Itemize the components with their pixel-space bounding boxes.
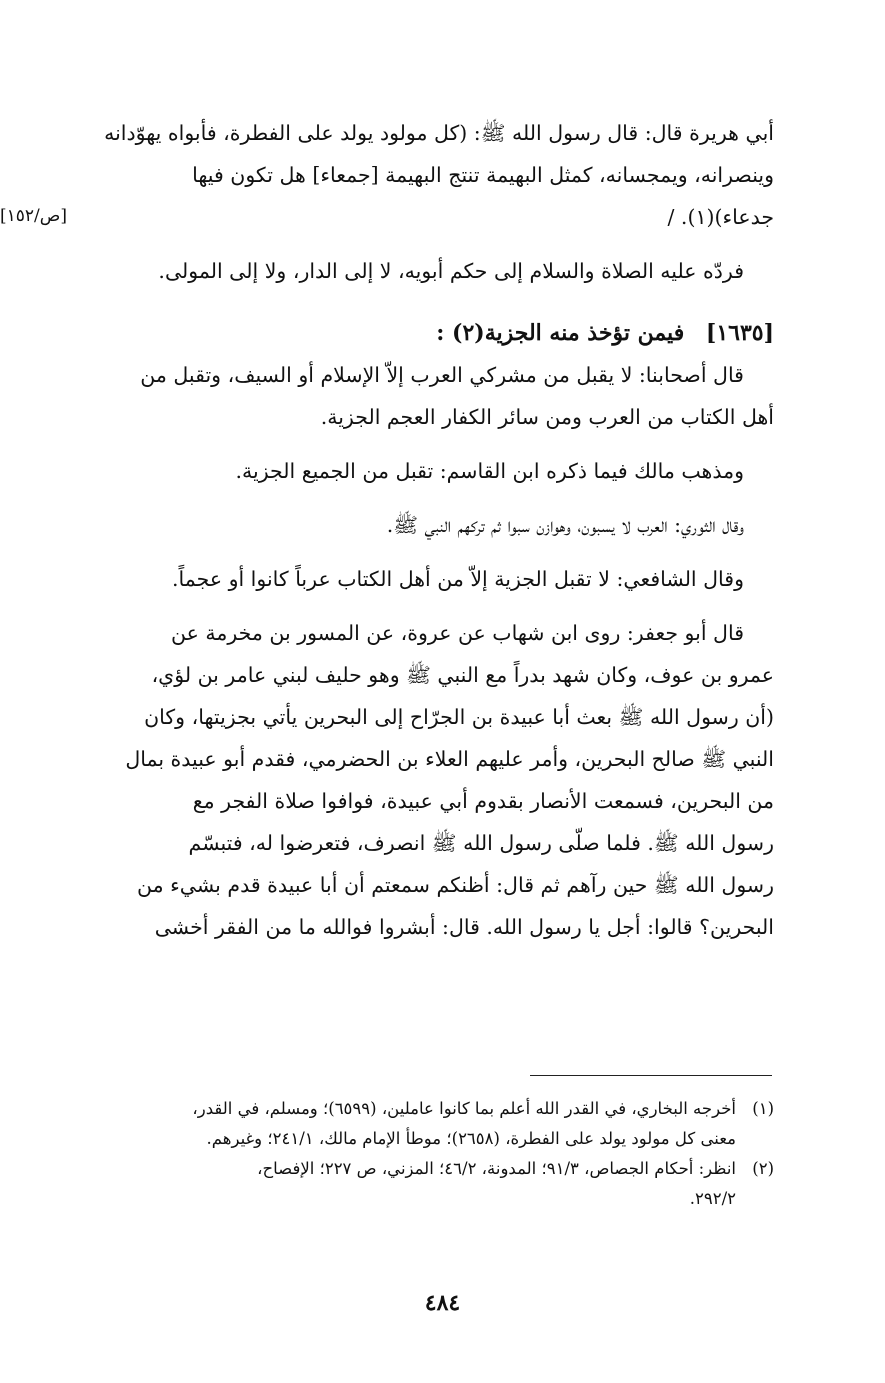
footnote-line: أخرجه البخاري، في القدر الله أعلم بما كانوا عاملين، (٦٥٩٩)؛ ومسلم، في القدر، bbox=[192, 1099, 736, 1118]
text-line: النبي ﷺ صالح البحرين، وأمر عليهم العلاء بن الحضرمي، فقدم أبو عبيدة بمال bbox=[125, 747, 774, 771]
text-line: وينصرانه، ويمجسانه، كمثل البهيمة تنتج البهيمة [جمعاء] هل تكون فيها bbox=[192, 163, 774, 187]
section-number: [١٦٣٥] bbox=[705, 320, 774, 346]
footnotes bbox=[22, 1094, 774, 1214]
paragraph bbox=[22, 612, 774, 948]
text-line: رسول الله ﷺ حين رآهم ثم قال: أظنكم سمعتم أن أبا عبيدة قدم بشيء من bbox=[137, 873, 774, 897]
paragraph bbox=[22, 354, 774, 438]
footnote-line: انظر: أحكام الجصاص، ٩١/٣؛ المدونة، ٤٦/٢؛ المزني، ص ٢٢٧؛ الإفصاح، bbox=[257, 1159, 736, 1178]
paragraph: وقال الثوري: العرب لا يسبون، وهوازن سبوا ثم تركهم النبي ﷺ. bbox=[386, 513, 744, 537]
footnote-line: معنى كل مولود يولد على الفطرة، (٢٦٥٨)؛ موطأ الإمام مالك، ٢٤١/١؛ وغيرهم. bbox=[206, 1129, 736, 1148]
section-title: فيمن تؤخذ منه الجزية(٢) : bbox=[436, 320, 685, 346]
footnote-mark: (١) bbox=[752, 1099, 774, 1118]
top-paragraph bbox=[22, 112, 774, 238]
text-line: قال أبو جعفر: روى ابن شهاب عن عروة، عن المسور بن مخرمة عن bbox=[171, 621, 744, 645]
footnote-divider bbox=[530, 1075, 772, 1076]
text-line: (أن رسول الله ﷺ بعث أبا عبيدة بن الجرّاح إلى البحرين يأتي بجزيتها، وكان bbox=[144, 705, 774, 729]
text-line: جدعاء)(١). / bbox=[667, 205, 774, 229]
margin-page-reference: [ص/١٥٢] bbox=[0, 206, 67, 226]
text-line: أبي هريرة قال: قال رسول الله ﷺ: (كل مولود يولد على الفطرة، فأبواه يهوّدانه bbox=[104, 121, 774, 145]
paragraph: فردّه عليه الصلاة والسلام إلى حكم أبويه، لا إلى الدار، ولا إلى المولى. bbox=[158, 259, 744, 283]
text-line: قال أصحابنا: لا يقبل من مشركي العرب إلاّ الإسلام أو السيف، وتقبل من bbox=[140, 363, 744, 387]
footnote bbox=[22, 1094, 774, 1154]
text-line: أهل الكتاب من العرب ومن سائر الكفار العجم الجزية. bbox=[320, 405, 774, 429]
text-line: عمرو بن عوف، وكان شهد بدراً مع النبي ﷺ وهو حليف لبني عامر بن لؤي، bbox=[151, 663, 774, 687]
footnote bbox=[22, 1154, 774, 1214]
text-line: رسول الله ﷺ. فلما صلّى رسول الله ﷺ انصرف، فتعرضوا له، فتبسّم bbox=[188, 831, 774, 855]
paragraph: ومذهب مالك فيما ذكره ابن القاسم: تقبل من الجميع الجزية. bbox=[235, 459, 744, 483]
text-line: البحرين؟ قالوا: أجل يا رسول الله. قال: أبشروا فوالله ما من الفقر أخشى bbox=[154, 915, 774, 939]
footnote-line: ٢٩٢/٢. bbox=[689, 1189, 736, 1208]
text-line: من البحرين، فسمعت الأنصار بقدوم أبي عبيدة، فوافوا صلاة الفجر مع bbox=[192, 789, 774, 813]
page-number: ٤٨٤ bbox=[424, 1290, 461, 1316]
section-heading bbox=[22, 312, 774, 354]
page-body bbox=[22, 112, 774, 948]
footnote-mark: (٢) bbox=[752, 1159, 774, 1178]
paragraph: وقال الشافعي: لا تقبل الجزية إلاّ من أهل الكتاب عرباً كانوا أو عجماً. bbox=[171, 567, 744, 591]
